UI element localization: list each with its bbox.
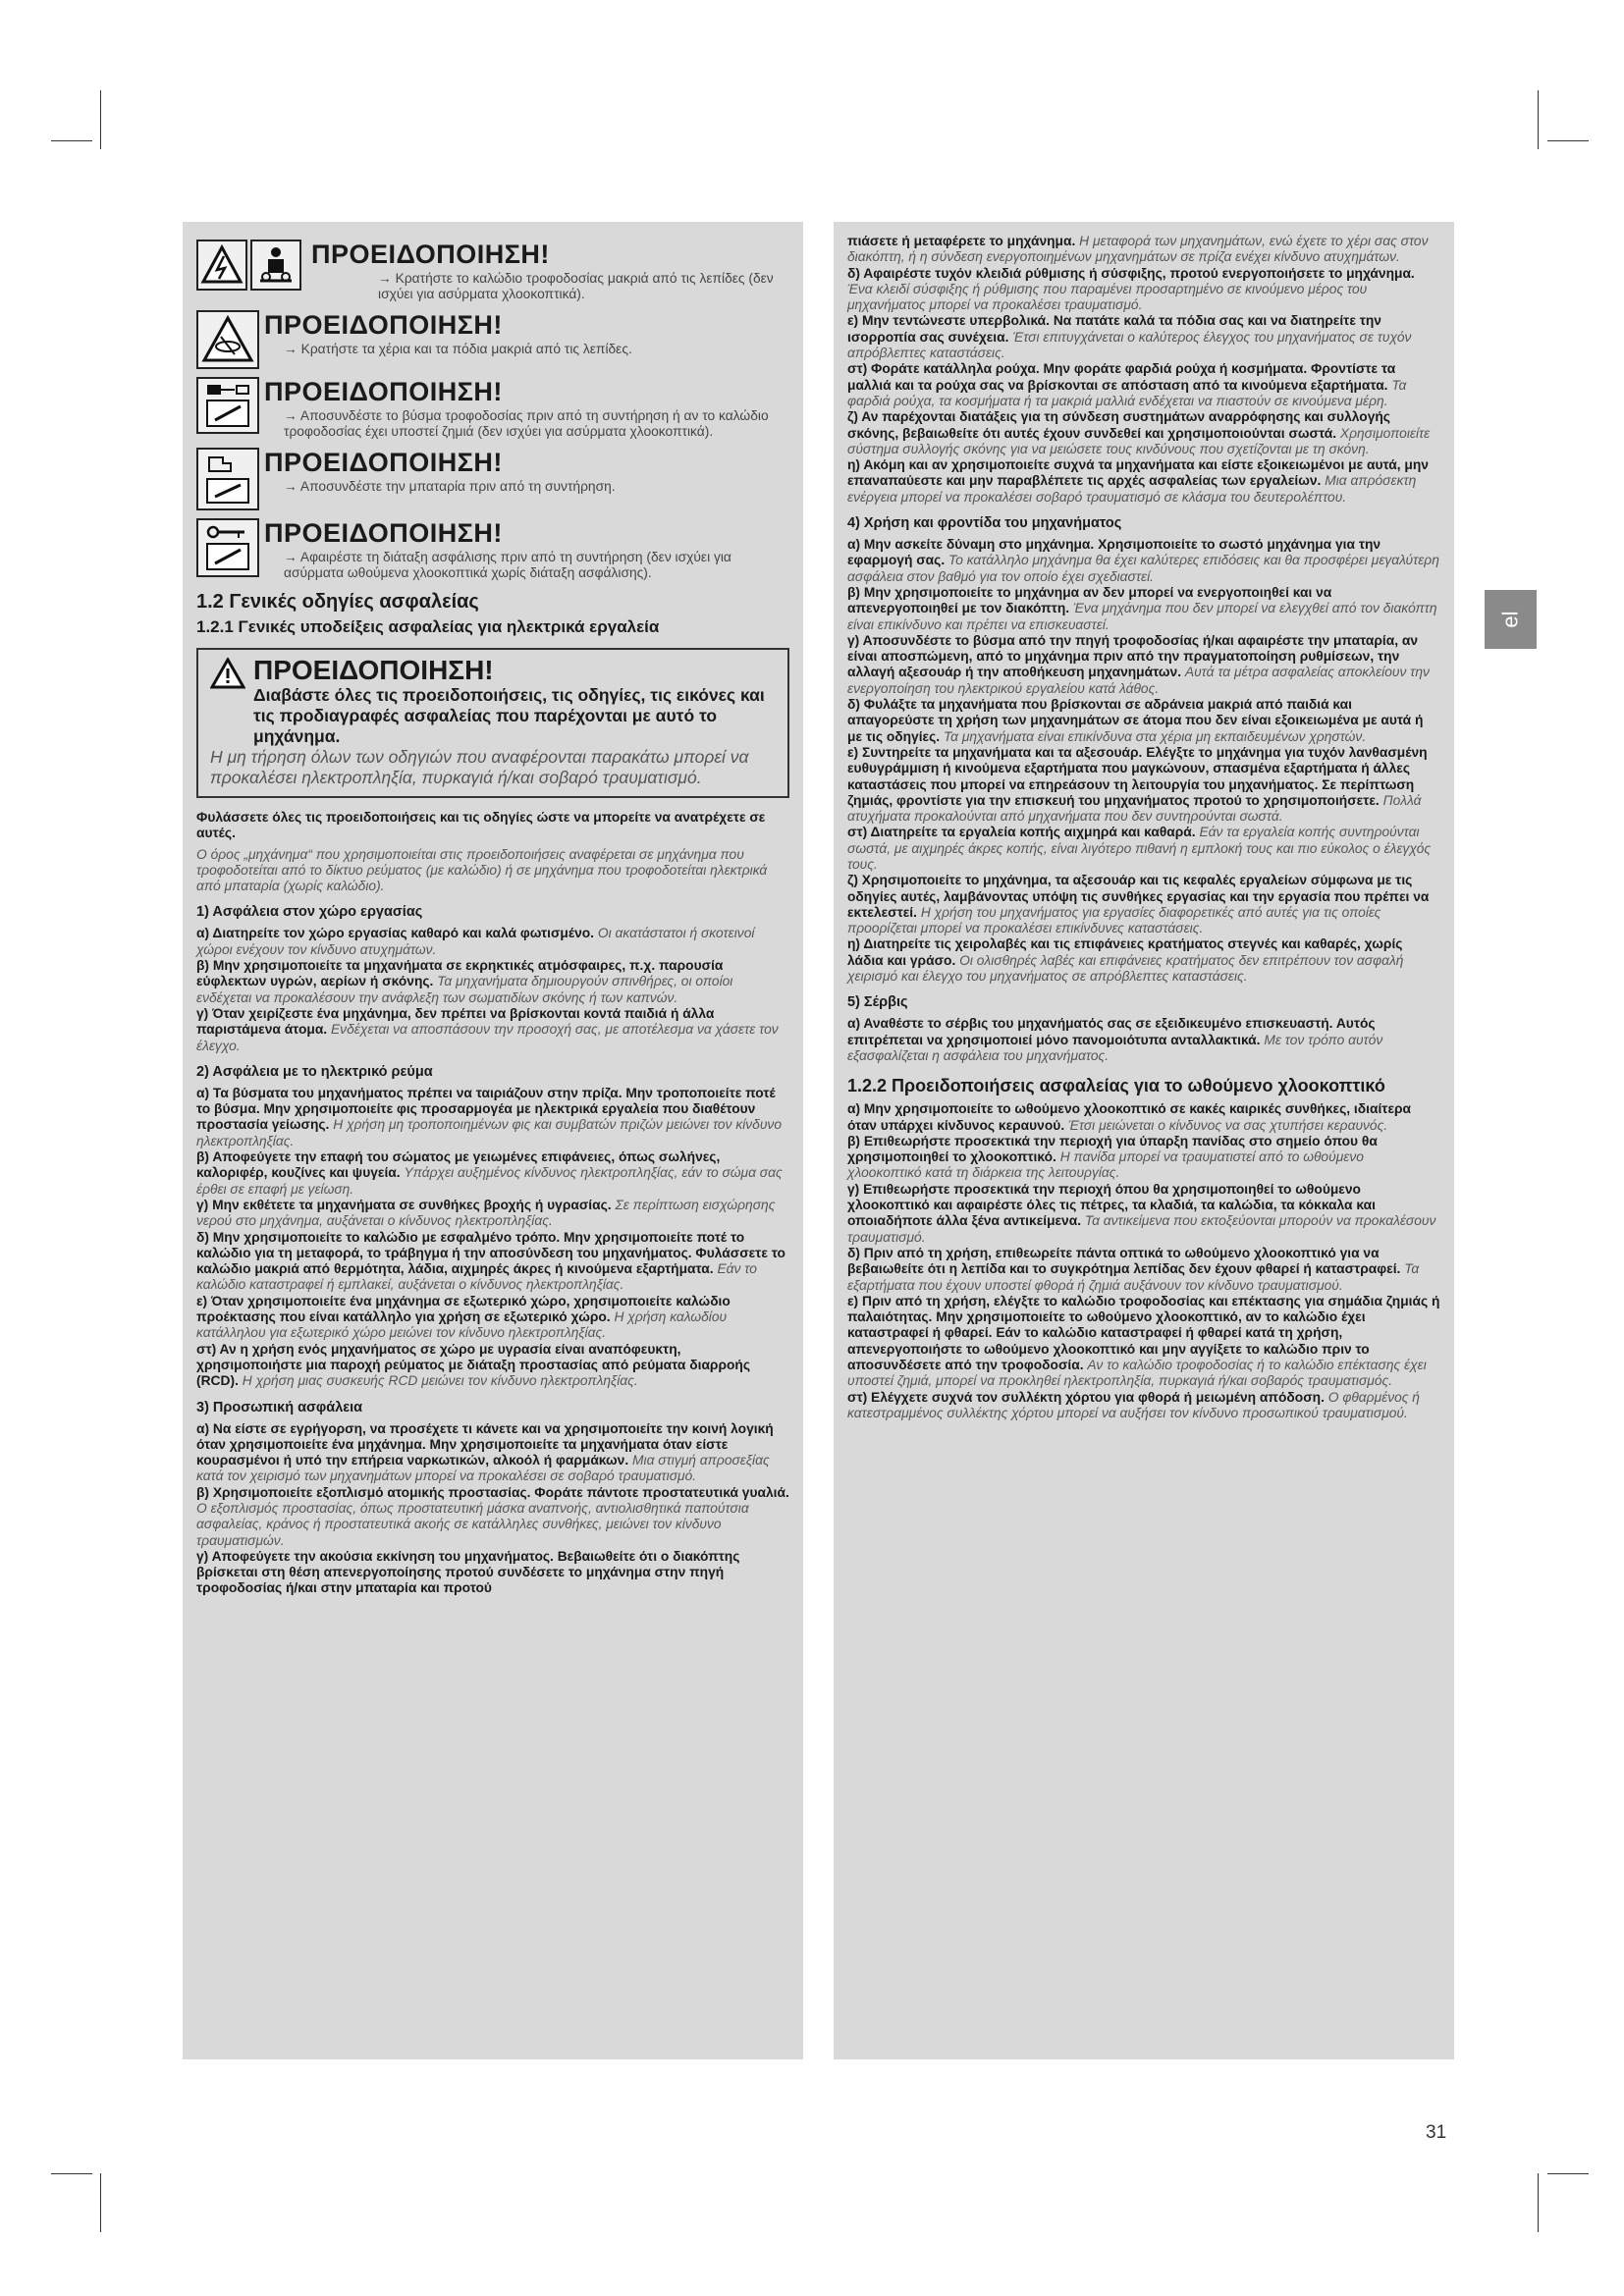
- paragraph-bold: στ) Ελέγχετε συχνά τον συλλέκτη χόρτου για φθορά ή μειωμένη απόδοση.: [847, 1389, 1325, 1405]
- paragraph: [847, 1294, 1440, 1390]
- warning-title: ΠΡΟΕΙΔΟΠΟΙΗΣΗ!: [264, 377, 503, 406]
- paragraph-italic: Οι ολισθηρές λαβές και επιφάνειες κρατήματος δεν επιτρέπουν τον ασφαλή χειρισμό και έλεγχο του μηχανήματος σε απρόβλεπτες καταστάσεις.: [847, 952, 1404, 985]
- paragraph-italic: Τα φαρδιά ρούχα, τα κοσμήματα ή τα μακριά μαλλιά ενδέχεται να πιαστούν σε κινούμενα μέρη.: [847, 377, 1407, 408]
- box-bold-text: Διαβάστε όλες τις προειδοποιήσεις, τις οδηγίες, τις εικόνες και τις προδιαγραφές ασφαλείας που παρέχονται με αυτό το μηχάνημα.: [253, 685, 765, 746]
- paragraph-italic: Ο εξοπλισμός προστασίας, όπως προστατευτική μάσκα αναπνοής, αντιολισθητικά παπούτσια ασφαλείας, κράνος ή προστατευτικά ακοής σε κατάλληλες συνθήκες, μειώνει τον κίνδυνο τραυματισμών.: [196, 1500, 749, 1548]
- subsection-heading: 1.2.1 Γενικές υποδείξεις ασφαλείας για ηλεκτρικά εργαλεία: [196, 617, 660, 636]
- warning-title: ΠΡΟΕΙΔΟΠΟΙΗΣΗ!: [264, 310, 503, 340]
- warning-triangle-icon: [210, 658, 245, 689]
- paragraph-italic: Έτσι μειώνεται ο κίνδυνος να σας χτυπήσει κεραυνός.: [1068, 1117, 1388, 1133]
- crop-mark: [1538, 90, 1539, 149]
- paragraph: [196, 1421, 789, 1485]
- section-heading: 2) Ασφάλεια με το ηλεκτρικό ρεύμα: [196, 1063, 433, 1080]
- paragraph: [847, 633, 1440, 697]
- paragraph-italic: Οι ακατάστατοι ή σκοτεινοί χώροι ενέχουν τον κίνδυνο ατυχημάτων.: [196, 926, 755, 957]
- paragraph-italic: Ένα κλειδί σύσφιξης ή ρύθμισης που παραμένει προσαρτημένο σε κινούμενο μέρος του μηχανήματος μπορεί να προκαλέσει τραυματισμό.: [847, 281, 1368, 313]
- paragraph-bold: δ) Φυλάξτε τα μηχανήματα που βρίσκονται σε αδράνεια μακριά από παιδιά και απαγορεύστε τη χρήση των μηχανημάτων σε άτομα που δεν είναι εξοικειωμένα με αυτά ή με τις οδηγίες.: [847, 697, 1424, 744]
- paragraph-bold: πιάσετε ή μεταφέρετε το μηχάνημα.: [847, 234, 1076, 248]
- paragraph-bold: ε) Συντηρείτε τα μηχανήματα και τα αξεσουάρ. Ελέγξτε το μηχάνημα για τυχόν λανθασμένη ευθυγράμμιση ή κινούμενα εξαρτήματα που μαγκώνουν, σπασμένα εξαρτήματα ή άλλες καταστάσεις που μπορεί να επηρεάσουν τη λειτουργία του μηχανήματος. Σε περίπτωση ζημιάς, φροντίστε για την επισκευή του μηχανήματος προτού το χρησιμοποιήσετε.: [847, 744, 1428, 808]
- warning-text: → Αποσυνδέστε το βύσμα τροφοδοσίας πριν από τη συντήρηση ή αν το καλώδιο τροφοδοσίας έχει υποστεί ζημιά (δεν ισχύει για ασύρματα χλοοκοπτικά).: [284, 408, 769, 439]
- paragraph: [847, 1246, 1440, 1294]
- crop-mark: [1538, 2173, 1539, 2232]
- paragraph: [196, 1149, 789, 1198]
- warning-text: → Αποσυνδέστε την μπαταρία πριν από τη συντήρηση.: [284, 479, 616, 494]
- crop-mark: [100, 90, 101, 149]
- box-italic-text: Η μη τήρηση όλων των οδηγιών που αναφέρονται παρακάτω μπορεί να προκαλέσει ηλεκτροπληξία, πυρκαγιά ή/και σοβαρό τραυματισμό.: [210, 747, 749, 787]
- paragraph-bold: στ) Φοράτε κατάλληλα ρούχα. Μην φοράτε φαρδιά ρούχα ή κοσμήματα. Φροντίστε τα μαλλιά και τα ρούχα σας να βρίσκονται σε απόσταση από τα κινούμενα εξαρτήματα.: [847, 361, 1396, 393]
- warning-icons: [196, 240, 306, 291]
- paragraph-italic: Εάν τα εργαλεία κοπής συντηρούνται σωστά, με αιχμηρές άκρες κοπής, είναι λιγότερο πιθανή η εμπλοκή τους και πιο εύκολος ο έλεγχός τους.: [847, 825, 1432, 872]
- paragraph: [847, 361, 1440, 409]
- paragraph-italic: Τα μηχανήματα είναι επικίνδυνα στα χέρια μη εκπαιδευμένων χρηστών.: [943, 728, 1367, 744]
- warning-block: [196, 310, 789, 369]
- paragraph: [196, 847, 789, 895]
- paragraph: [847, 1016, 1440, 1064]
- paragraph-bold: α) Αναθέστε το σέρβις του μηχανήματός σας σε εξειδικευμένο επισκευαστή. Αυτός επιτρέπεται να χρησιμοποιεί μόνο πανομοιότυπα ανταλλακτικά.: [847, 1016, 1376, 1047]
- cable-cutting-icon: [250, 240, 301, 291]
- crop-mark: [51, 2173, 92, 2174]
- paragraph-italic: Η χρήση του μηχανήματος για εργασίες διαφορετικές από αυτές για τις οποίες προορίζεται μπορεί να προκαλέσει επικίνδυνες καταστάσεις.: [847, 904, 1381, 936]
- left-column: [183, 222, 803, 2059]
- paragraph-bold: α) Να είστε σε εγρήγορση, να προσέχετε τι κάνετε και να χρησιμοποιείτε την κοινή λογική όταν χρησιμοποιείτε ένα μηχάνημα. Μην χρησιμοποιείτε τα μηχανήματα όταν είστε κουρασμένοι ή υπό την επήρεια ναρκωτικών, αλκοόλ ή φαρμάκων.: [196, 1420, 774, 1468]
- subsection-heading: 1.2.2 Προειδοποιήσεις ασφαλείας για το ωθούμενο χλοοκοπτικό: [847, 1076, 1385, 1096]
- warning-text: → Αφαιρέστε τη διάταξη ασφάλισης πριν από τη συντήρηση (δεν ισχύει για ασύρματα ωθούμενα χλοοκοπτικά χωρίς διάταξη ασφάλισης).: [284, 550, 731, 580]
- paragraph-bold: β) Αποφεύγετε την επαφή του σώματος με γειωμένες επιφάνειες, όπως σωλήνες, καλοριφέρ, κουζίνες και ψυγεία.: [196, 1149, 721, 1181]
- paragraph: [847, 1134, 1440, 1182]
- paragraph-bold: η) Διατηρείτε τις χειρολαβές και τις επιφάνειες κρατήματος στεγνές και καθαρές, χωρίς λάδια και γράσο.: [847, 936, 1403, 968]
- paragraph-italic: Η χρήση μιας συσκευής RCD μειώνει τον κίνδυνο ηλεκτροπληξίας.: [242, 1373, 638, 1389]
- paragraph: [847, 1182, 1440, 1246]
- page-number: 31: [1426, 2122, 1447, 2143]
- paragraph-italic: Αυτά τα μέτρα ασφαλείας αποκλείουν την ενεργοποίηση του ηλεκτρικού εργαλείου κατά λάθος.: [847, 665, 1430, 696]
- right-column: [834, 222, 1454, 2059]
- warning-title: ΠΡΟΕΙΔΟΠΟΙΗΣΗ!: [264, 448, 503, 477]
- paragraph-italic: Το κατάλληλο μηχάνημα θα έχει καλύτερες επιδόσεις και θα προσφέρει μεγαλύτερη ασφάλεια στον βαθμό για τον οποίο έχει σχεδιαστεί.: [847, 553, 1439, 584]
- paragraph-bold: στ) Αν η χρήση ενός μηχανήματος σε χώρο με υγρασία είναι αναπόφευκτη, χρησιμοποιήστε μια παροχή ρεύματος με διάταξη προστασίας από ρεύματα διαρροής (RCD).: [196, 1341, 751, 1389]
- crop-mark: [1547, 2173, 1589, 2174]
- paragraph-bold: Φυλάσσετε όλες τις προειδοποιήσεις και τις οδηγίες ώστε να μπορείτε να ανατρέχετε σε αυτές.: [196, 810, 766, 841]
- paragraph-italic: Έτσι επιτυγχάνεται ο καλύτερος έλεγχος του μηχανήματος σε τυχόν απρόβλεπτες καταστάσεις.: [847, 329, 1412, 361]
- section-heading: 4) Χρήση και φροντίδα του μηχανήματος: [847, 515, 1122, 532]
- paragraph: [196, 810, 789, 842]
- paragraph-italic: Σε περίπτωση εισχώρησης νερού στο μηχάνημα, αυξάνεται ο κίνδυνος ηλεκτροπληξίας.: [196, 1197, 776, 1229]
- paragraph: [196, 1006, 789, 1054]
- paragraph-italic: Ο φθαρμένος ή κατεστραμμένος συλλέκτης χόρτου μπορεί να αυξήσει τον κίνδυνο προσωπικού τραυματισμού.: [847, 1389, 1420, 1420]
- left-paragraphs: [196, 810, 789, 1597]
- paragraph-bold: β) Επιθεωρήστε προσεκτικά την περιοχή για ύπαρξη πανίδας στο σημείο όπου θα χρησιμοποιηθεί το χλοοκοπτικό.: [847, 1133, 1378, 1165]
- paragraph-bold: β) Μην χρησιμοποιείτε τα μηχανήματα σε εκρηκτικές ατμόσφαιρες, π.χ. παρουσία εύφλεκτων υγρών, αερίων ή σκόνης.: [196, 958, 724, 989]
- paragraph-bold: β) Χρησιμοποιείτε εξοπλισμό ατομικής προστασίας. Φοράτε πάντοτε προστατευτικά γυαλιά.: [196, 1484, 789, 1500]
- paragraph-bold: η) Ακόμη και αν χρησιμοποιείτε συχνά τα μηχανήματα και είστε εξοικειωμένοι με αυτά, μην επαναπαύεστε και μην παραβλέπετε τις αρχές ασφαλείας των εργαλείων.: [847, 457, 1429, 489]
- paragraph-italic: Υπάρχει αυξημένος κίνδυνος ηλεκτροπληξίας, εάν το σώμα σας έρθει σε επαφή με γείωση.: [196, 1165, 783, 1197]
- paragraph: [196, 1342, 789, 1390]
- warning-text: → Κρατήστε το καλώδιο τροφοδοσίας μακριά από τις λεπίδες (δεν ισχύει για ασύρματα χλοοκοπτικά).: [378, 271, 774, 301]
- paragraph: [196, 1230, 789, 1294]
- paragraph-bold: στ) Διατηρείτε τα εργαλεία κοπής αιχμηρά και καθαρά.: [847, 825, 1196, 840]
- right-paragraphs: [847, 234, 1440, 1421]
- paragraph-bold: ζ) Χρησιμοποιείτε το μηχάνημα, τα αξεσουάρ και τις κεφαλές εργαλείων σύμφωνα με τις οδηγίες αυτές, λαμβάνοντας υπόψη τις συνθήκες εργασίας και την εργασία που πρέπει να εκτελεστεί.: [847, 873, 1430, 920]
- paragraph: [847, 825, 1440, 873]
- paragraph-bold: ε) Μην τεντώνεστε υπερβολικά. Να πατάτε καλά τα πόδια σας και να διατηρείτε την ισορροπία σας συνέχεια.: [847, 313, 1381, 345]
- unplug-maintenance-icon: [196, 377, 259, 434]
- paragraph-italic: Ένα μηχάνημα που δεν μπορεί να ελεγχθεί από τον διακόπτη είναι επικίνδυνο και πρέπει να επισκευαστεί.: [847, 601, 1437, 632]
- paragraph-bold: ε) Όταν χρησιμοποιείτε ένα μηχάνημα σε εξωτερικό χώρο, χρησιμοποιείτε καλώδιο προέκτασης που είναι κατάλληλο για χρήση σε εξωτερικό χώρο.: [196, 1293, 731, 1325]
- paragraph-italic: Μια στιγμή απροσεξίας κατά τον χειρισμό των μηχανημάτων μπορεί να προκαλέσει σε σοβαρό τραυματισμό.: [196, 1453, 770, 1484]
- paragraph: [847, 537, 1440, 585]
- paragraph-italic: Χρησιμοποιείτε σύστημα συλλογής σκόνης για να μειώσετε τους κινδύνους που σχετίζονται με τη σκόνη.: [847, 425, 1431, 456]
- paragraph-bold: α) Μην χρησιμοποιείτε το ωθούμενο χλοοκοπτικό σε κακές καιρικές συνθήκες, ιδιαίτερα όταν υπάρχει κίνδυνος κεραυνού.: [847, 1101, 1412, 1133]
- paragraph: [847, 745, 1440, 825]
- paragraph: [196, 1086, 789, 1149]
- warning-text: → Κρατήστε τα χέρια και τα πόδια μακριά από τις λεπίδες.: [284, 342, 632, 356]
- paragraph: [847, 697, 1440, 745]
- crop-mark: [1547, 140, 1589, 141]
- key-maintenance-icon: [196, 518, 259, 577]
- paragraph-italic: Τα μηχανήματα δημιουργούν σπινθήρες, οι οποίοι ενδέχεται να προκαλέσουν την ανάφλεξη των σωματιδίων σκόνης ή των καπνών.: [196, 974, 733, 1005]
- paragraph-bold: α) Μην ασκείτε δύναμη στο μηχάνημα. Χρησιμοποιείτε το σωστό μηχάνημα για την εφαρμογή σας.: [847, 537, 1381, 568]
- paragraph-bold: γ) Αποσυνδέστε το βύσμα από την πηγή τροφοδοσίας ή/και αφαιρέστε την μπαταρία, αν είναι αποσπώμενη, από το μηχάνημα πριν από την πραγματοποίηση ρυθμίσεων, την αλλαγή αξεσουάρ ή την αποθήκευση μηχανημάτων.: [847, 632, 1419, 680]
- blade-hazard-icon: [196, 310, 259, 369]
- paragraph-italic: Πολλά ατυχήματα προκαλούνται από μηχανήματα που δεν συντηρούνται σωστά.: [847, 792, 1422, 825]
- paragraph-italic: Εάν το καλώδιο καταστραφεί ή εμπλακεί, αυξάνεται ο κίνδυνος ηλεκτροπληξίας.: [196, 1261, 757, 1293]
- paragraph: [196, 926, 789, 958]
- paragraph-bold: α) Διατηρείτε τον χώρο εργασίας καθαρό και καλά φωτισμένο.: [196, 926, 595, 941]
- warning-title: ΠΡΟΕΙΔΟΠΟΙΗΣΗ!: [264, 518, 503, 548]
- language-tab: [1485, 590, 1537, 649]
- paragraph-bold: δ) Μην χρησιμοποιείτε το καλώδιο με εσφαλμένο τρόπο. Μην χρησιμοποιείτε ποτέ το καλώδιο για τη μεταφορά, το τράβηγμα ή την αποσύνδεση του μηχανήματος. Φυλάσσετε το καλώδιο μακριά από θερμότητα, λάδια, αιχμηρές άκρες ή κινούμενα εξαρτήματα.: [196, 1229, 785, 1277]
- section-heading: 1) Ασφάλεια στον χώρο εργασίας: [196, 904, 423, 921]
- paragraph-bold: γ) Επιθεωρήστε προσεκτικά την περιοχή όπου θα χρησιμοποιηθεί το ωθούμενο χλοοκοπτικό και αφαιρέστε όλες τις πέτρες, τα κλαδιά, τα καλώδια, τα κόκκαλα και οποιαδήποτε άλλα ξένα αντικείμενα.: [847, 1181, 1376, 1229]
- paragraph-bold: γ) Αποφεύγετε την ακούσια εκκίνηση του μηχανήματος. Βεβαιωθείτε ότι ο διακόπτης βρίσκεται στη θέση απενεργοποίησης προτού συνδέσετε το μηχάνημα στην πηγή τροφοδοσίας ή/και στην μπαταρία και προτού: [196, 1548, 740, 1596]
- crop-mark: [100, 2173, 101, 2232]
- section-heading: 1.2 Γενικές οδηγίες ασφαλείας: [196, 591, 479, 613]
- paragraph-italic: Τα εξαρτήματα που έχουν υποστεί φθορά ή ζημιά αυξάνουν τον κίνδυνο τραυματισμού.: [847, 1261, 1420, 1293]
- section-heading: 3) Προσωπική ασφάλεια: [196, 1399, 363, 1415]
- warning-block: [196, 518, 789, 581]
- paragraph-italic: Ο όρος „μηχάνημα“ που χρησιμοποιείται στις προειδοποιήσεις αναφέρεται σε μηχάνημα που τροφοδοτείται από το δίκτυο ρεύματος (με καλώδιο) ή σε μηχάνημα που τροφοδοτείται ηλεκτρικά από μπαταρία (χωρίς καλώδιο).: [196, 846, 768, 894]
- paragraph: [196, 1198, 789, 1230]
- paragraph: [847, 1390, 1440, 1422]
- paragraph: [847, 585, 1440, 633]
- box-title: ΠΡΟΕΙΔΟΠΟΙΗΣΗ!: [253, 655, 494, 685]
- paragraph: [196, 1294, 789, 1342]
- paragraph: [847, 234, 1440, 266]
- paragraph-bold: ζ) Αν παρέχονται διατάξεις για τη σύνδεση συστημάτων αναρρόφησης και συλλογής σκόνης, βεβαιωθείτε ότι αυτές έχουν συνδεθεί και χρησιμοποιούνται σωστά.: [847, 409, 1390, 441]
- warning-title: ΠΡΟΕΙΔΟΠΟΙΗΣΗ!: [311, 240, 550, 269]
- language-tab-label: el: [1497, 611, 1523, 628]
- section-heading: 5) Σέρβις: [847, 994, 908, 1011]
- paragraph: [847, 1101, 1440, 1134]
- paragraph-italic: Μια απρόσεκτη ενέργεια μπορεί να προκαλέσει σοβαρό τραυματισμό σε κλάσμα του δευτερολέπτου.: [847, 473, 1417, 505]
- paragraph-italic: Η χρήση μη τροποποιημένων φις και συμβατών πριζών μειώνει τον κίνδυνο ηλεκτροπληξίας.: [196, 1117, 782, 1148]
- battery-maintenance-icon: [196, 448, 259, 510]
- paragraph-bold: α) Τα βύσματα του μηχανήματος πρέπει να ταιριάζουν στην πρίζα. Μην τροποποιείτε ποτέ το βύσμα. Μην χρησιμοποιείτε φις προσαρμογέα με ηλεκτρικά εργαλεία που διαθέτουν προστασία γείωσης.: [196, 1085, 776, 1133]
- paragraph-bold: β) Μην χρησιμοποιείτε το μηχάνημα αν δεν μπορεί να ενεργοποιηθεί και να απενεργοποιηθεί με τον διακόπτη.: [847, 584, 1332, 616]
- paragraph-bold: δ) Πριν από τη χρήση, επιθεωρείτε πάντα οπτικά το ωθούμενο χλοοκοπτικό για να βεβαιωθείτε ότι η λεπίδα και το συγκρότημα λεπίδας δεν έχουν φθαρεί ή καταστραφεί.: [847, 1245, 1401, 1277]
- crop-mark: [51, 140, 92, 141]
- electric-hazard-icon: [196, 240, 247, 291]
- paragraph-bold: γ) Μην εκθέτετε τα μηχανήματα σε συνθήκες βροχής ή υγρασίας.: [196, 1197, 612, 1212]
- paragraph-italic: Με τον τρόπο αυτόν εξασφαλίζεται η ασφάλεια του μηχανήματος.: [847, 1032, 1383, 1063]
- paragraph: [847, 873, 1440, 936]
- paragraph: [847, 936, 1440, 985]
- paragraph-italic: Τα αντικείμενα που εκτοξεύονται μπορούν να προκαλέσουν τραυματισμό.: [847, 1213, 1436, 1245]
- paragraph: [847, 266, 1440, 314]
- paragraph: [847, 313, 1440, 361]
- paragraph-italic: Η πανίδα μπορεί να τραυματιστεί από το ωθούμενο χλοοκοπτικό κατά τη διάρκεια της λειτουργίας.: [847, 1149, 1364, 1181]
- general-warning-box: [196, 648, 789, 798]
- warning-block: [196, 377, 789, 440]
- warning-block: [196, 448, 789, 510]
- paragraph: [847, 409, 1440, 457]
- paragraph-italic: Ενδέχεται να αποσπάσουν την προσοχή σας, με αποτέλεσμα να χάσετε τον έλεγχο.: [196, 1022, 779, 1053]
- paragraph-bold: δ) Αφαιρέστε τυχόν κλειδιά ρύθμισης ή σύσφιξης, προτού ενεργοποιήσετε το μηχάνημα.: [847, 265, 1415, 281]
- paragraph: [196, 1485, 789, 1549]
- paragraph-bold: ε) Πριν από τη χρήση, ελέγξτε το καλώδιο τροφοδοσίας και επέκτασης για σημάδια ζημιάς ή παλαιότητας. Μην χρησιμοποιείτε το ωθούμενο χλοοκοπτικό, αν το καλώδιο έχει καταστραφεί ή φθαρεί. Εάν το καλώδιο καταστραφεί ή φθαρεί κατά τη χρήση, απενεργοποιήστε το ωθούμενο χλοοκοπτικό και μην αγγίξετε το καλώδιο πριν το αποσυνδέσετε από την τροφοδοσία.: [847, 1293, 1440, 1372]
- paragraph-italic: Η χρήση καλωδίου κατάλληλου για εξωτερικό χώρο μειώνει τον κίνδυνο ηλεκτροπληξίας.: [196, 1309, 728, 1341]
- paragraph: [847, 457, 1440, 506]
- paragraph: [196, 958, 789, 1006]
- paragraph-bold: γ) Όταν χειρίζεστε ένα μηχάνημα, δεν πρέπει να βρίσκονται κοντά παιδιά ή άλλα παριστάμενα άτομα.: [196, 1005, 715, 1038]
- paragraph-italic: Η μεταφορά των μηχανημάτων, ενώ έχετε το χέρι σας στον διακόπτη, ή η σύνδεση ενεργοποιημένων μηχανημάτων σε πρίζα ενέχει κίνδυνο ατυχημάτων.: [847, 234, 1429, 265]
- warning-block: [196, 240, 789, 302]
- paragraph-italic: Αν το καλώδιο τροφοδοσίας ή το καλώδιο επέκτασης έχει υποστεί ζημιά, μπορεί να προκληθεί ηλεκτροπληξία, πυρκαγιά ή/και σοβαρός τραυματισμός.: [847, 1358, 1427, 1389]
- paragraph: [196, 1549, 789, 1597]
